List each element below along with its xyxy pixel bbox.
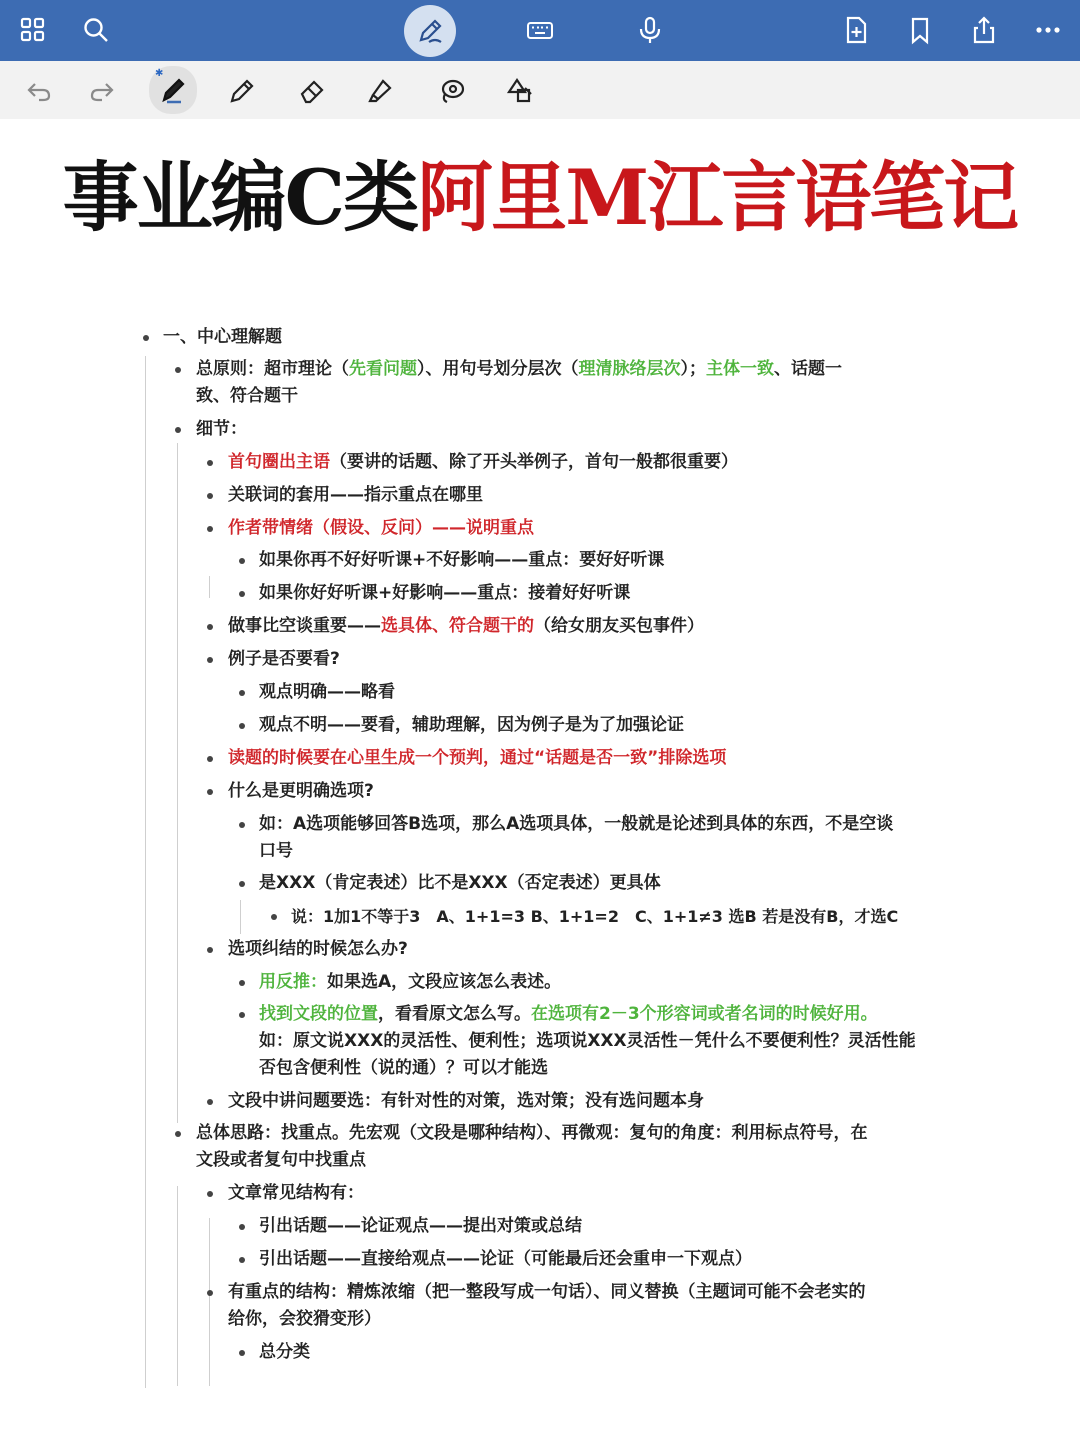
list-item: 一、中心理解题	[163, 327, 282, 347]
bullet-icon	[175, 427, 181, 433]
list-item: 观点明确——略看	[259, 682, 395, 702]
list-item: 引出话题——直接给观点——论证（可能最后还会重申一下观点）	[259, 1249, 752, 1269]
list-item-continuation: 给你，会狡猾变形）	[228, 1309, 381, 1329]
list-item: 有重点的结构：精炼浓缩（把一整段写成一句话）、同义替换（主题词可能不会老实的	[228, 1282, 866, 1302]
bullet-icon	[207, 624, 213, 630]
outline-guide-line	[145, 356, 146, 1388]
bullet-icon	[207, 1099, 213, 1105]
list-item: 读题的时候要在心里生成一个预判，通过“话题是否一致”排除选项	[228, 748, 727, 768]
keyboard-icon[interactable]	[518, 8, 562, 52]
list-item: 用反推：如果选A，文段应该怎么表述。	[259, 972, 562, 992]
lasso-icon[interactable]	[430, 69, 474, 113]
bullet-icon	[239, 1257, 245, 1263]
list-item: 总原则：超市理论（先看问题）、用句号划分层次（理清脉络层次）；主体一致、话题一	[196, 359, 842, 379]
outline-guide-line	[177, 443, 178, 1123]
bullet-icon	[143, 335, 149, 341]
bullet-icon	[239, 980, 245, 986]
highlighter-icon[interactable]	[358, 69, 402, 113]
note-title-black: 事业编C类	[62, 153, 418, 242]
microphone-icon[interactable]	[628, 8, 672, 52]
outline-guide-line	[209, 1218, 210, 1386]
list-item: 观点不明——要看，辅助理解，因为例子是为了加强论证	[259, 715, 684, 735]
list-item: 如果你再不好好听课+不好影响——重点：要好好听课	[259, 550, 665, 570]
note-title	[0, 150, 1080, 246]
bullet-icon	[207, 1191, 213, 1197]
bullet-icon	[239, 558, 245, 564]
list-item: 作者带情绪（假设、反问）——说明重点	[228, 518, 534, 538]
more-icon[interactable]	[1026, 8, 1070, 52]
share-icon[interactable]	[962, 8, 1006, 52]
bullet-icon	[239, 690, 245, 696]
list-item-continuation: 口号	[259, 841, 293, 861]
undo-icon[interactable]	[17, 69, 61, 113]
list-item: 找到文段的位置，看看原文怎么写。在选项有2－3个形容词或者名词的时候好用。	[259, 1004, 878, 1024]
list-item-continuation: 文段或者复句中找重点	[196, 1150, 366, 1170]
note-title-red: 阿里M江言语笔记	[417, 153, 1018, 242]
bullet-icon	[175, 1131, 181, 1137]
list-item: 细节：	[196, 419, 247, 439]
bullet-icon	[239, 1012, 245, 1018]
bullet-icon	[271, 914, 277, 920]
bullet-icon	[239, 822, 245, 828]
pen-icon[interactable]	[404, 5, 456, 57]
bullet-icon	[207, 526, 213, 532]
drawing-toolbar	[0, 61, 1080, 119]
list-item: 什么是更明确选项?	[228, 781, 374, 801]
bullet-icon	[239, 1350, 245, 1356]
pencil-icon[interactable]	[220, 69, 264, 113]
search-icon[interactable]	[74, 8, 118, 52]
list-item: 是XXX（肯定表述）比不是XXX（否定表述）更具体	[259, 873, 661, 893]
list-item: 首句圈出主语（要讲的话题、除了开头举例子，首句一般都很重要）	[228, 452, 738, 472]
outline-guide-line	[240, 900, 241, 934]
list-item: 例子是否要看?	[228, 649, 340, 669]
eraser-icon[interactable]	[290, 69, 334, 113]
list-item-continuation: 如：原文说XXX的灵活性、便利性；选项说XXX灵活性－凭什么不要便利性？灵活性能	[259, 1031, 916, 1051]
bullet-icon	[239, 1224, 245, 1230]
list-item: 文段中讲问题要选：有针对性的对策，选对策；没有选问题本身	[228, 1091, 704, 1111]
app-top-bar	[0, 0, 1080, 61]
bullet-icon	[207, 789, 213, 795]
list-item: 总分类	[259, 1342, 310, 1362]
list-item: 做事比空谈重要——选具体、符合题干的（给女朋友买包事件）	[228, 616, 704, 636]
bookmark-icon[interactable]	[898, 8, 942, 52]
list-item: 如果你好好听课+好影响——重点：接着好好听课	[259, 583, 631, 603]
bullet-icon	[239, 591, 245, 597]
list-item: 说：1加1不等于3 A、1+1=3 B、1+1=2 C、1+1≠3 选B 若是没有B，才选C	[291, 907, 899, 926]
bullet-icon	[207, 657, 213, 663]
grid-icon[interactable]	[11, 8, 55, 52]
bullet-icon	[239, 723, 245, 729]
list-item: 文章常见结构有：	[228, 1183, 364, 1203]
redo-icon[interactable]	[80, 69, 124, 113]
list-item: 引出话题——论证观点——提出对策或总结	[259, 1216, 582, 1236]
bullet-icon	[239, 881, 245, 887]
bullet-icon	[175, 367, 181, 373]
list-item-continuation: 致、符合题干	[196, 386, 298, 406]
outline-guide-line	[209, 576, 210, 598]
list-item-continuation: 否包含便利性（说的通）？可以才能选	[259, 1058, 548, 1078]
list-item: 如：A选项能够回答B选项，那么A选项具体，一般就是论述到具体的东西，不是空谈	[259, 814, 894, 834]
list-item: 选项纠结的时候怎么办?	[228, 939, 408, 959]
bullet-icon	[207, 1290, 213, 1296]
list-item: 总体思路：找重点。先宏观（文段是哪种结构）、再微观：复句的角度：利用标点符号，在	[196, 1123, 868, 1143]
bullet-icon	[207, 947, 213, 953]
bluetooth-pen-icon[interactable]: ✱	[149, 66, 197, 114]
bullet-icon	[207, 493, 213, 499]
add-page-icon[interactable]	[834, 8, 878, 52]
shapes-icon[interactable]	[498, 69, 542, 113]
list-item: 关联词的套用——指示重点在哪里	[228, 485, 483, 505]
bullet-icon	[207, 756, 213, 762]
outline-guide-line	[177, 1186, 178, 1386]
bullet-icon	[207, 460, 213, 466]
